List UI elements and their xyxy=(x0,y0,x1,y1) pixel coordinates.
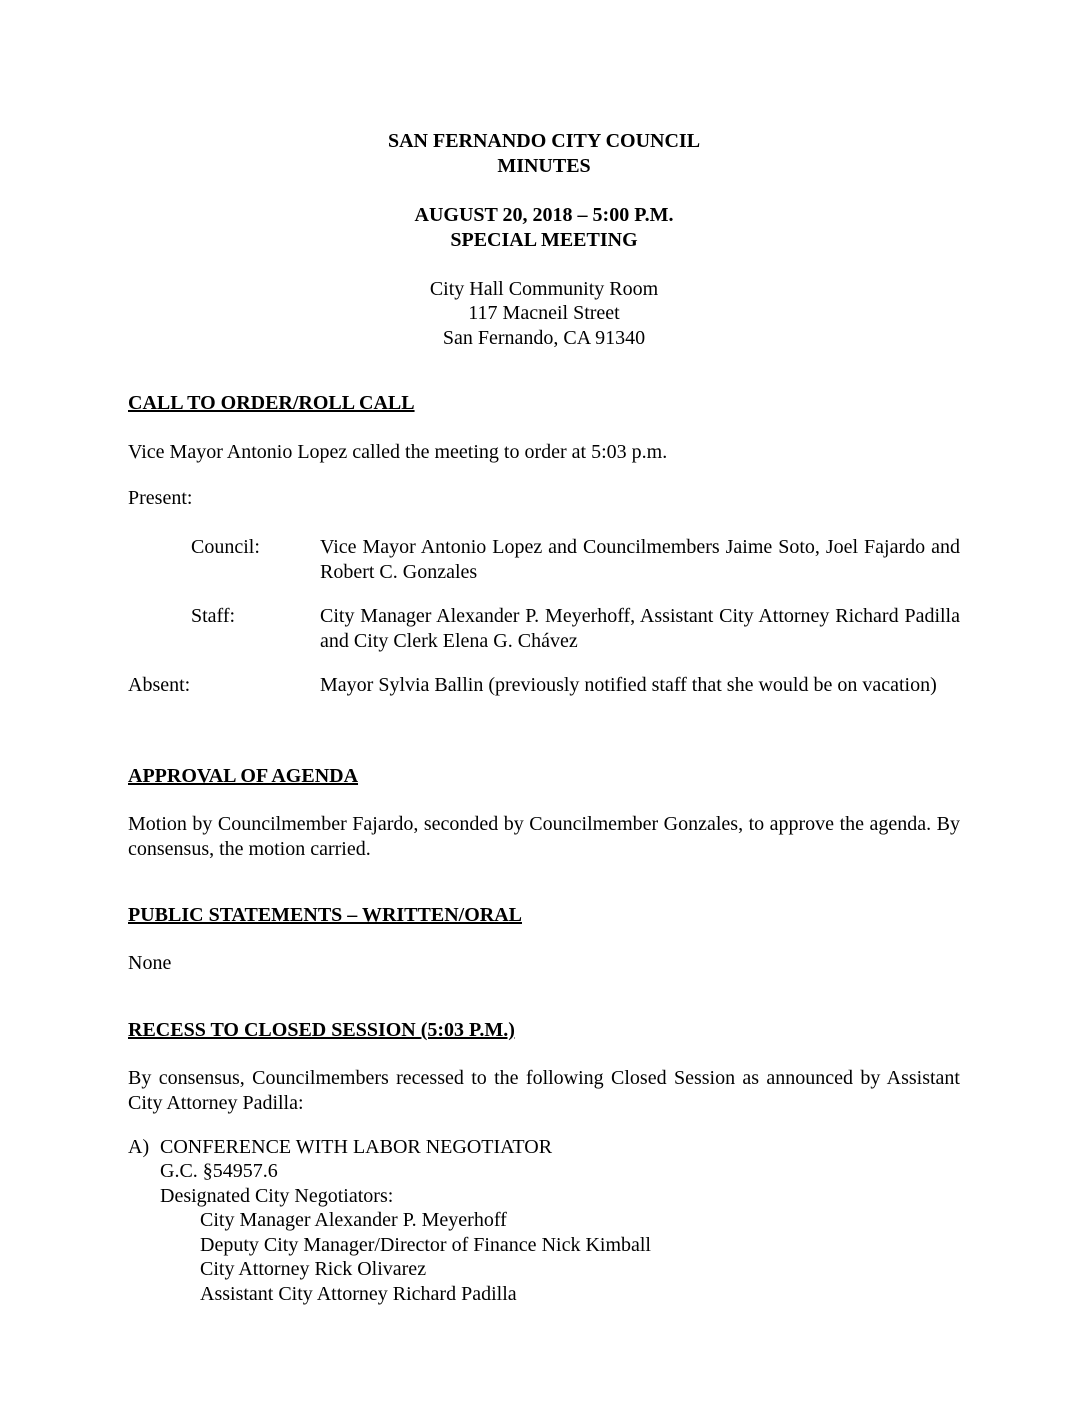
council-members: Vice Mayor Antonio Lopez and Councilmembers Jaime Soto, Joel Fajardo and Robert C. Gonzales xyxy=(320,536,960,583)
absent-label: Absent: xyxy=(128,674,191,696)
heading-recess: RECESS TO CLOSED SESSION (5:03 P.M.) xyxy=(128,1019,515,1041)
venue-line-3: San Fernando, CA 91340 xyxy=(442,327,646,349)
negotiator-item: Assistant City Attorney Richard Padilla xyxy=(200,1283,517,1305)
negotiator-item: City Attorney Rick Olivarez xyxy=(200,1258,427,1280)
document-title: SAN FERNANDO CITY COUNCIL xyxy=(387,130,701,152)
staff-members: City Manager Alexander P. Meyerhoff, Assistant City Attorney Richard Padilla and City Clerk Elena G. Chávez xyxy=(320,605,960,652)
absent-members: Mayor Sylvia Ballin (previously notified staff that she would be on vacation) xyxy=(320,674,937,696)
document-subtitle: MINUTES xyxy=(497,155,591,177)
venue-line-1: City Hall Community Room xyxy=(429,278,659,300)
item-label: A) xyxy=(128,1136,150,1158)
recess-text: By consensus, Councilmembers recessed to the following Closed Session as announced by Assistant City Attorney Padilla: xyxy=(128,1067,960,1114)
heading-public-statements: PUBLIC STATEMENTS – WRITTEN/ORAL xyxy=(128,904,522,926)
negotiator-item: Deputy City Manager/Director of Finance Nick Kimball xyxy=(200,1234,651,1256)
heading-call-to-order: CALL TO ORDER/ROLL CALL xyxy=(128,392,415,414)
staff-label: Staff: xyxy=(191,605,236,627)
present-label: Present: xyxy=(128,487,193,509)
venue-line-2: 117 Macneil Street xyxy=(468,302,620,324)
heading-approval-of-agenda: APPROVAL OF AGENDA xyxy=(128,765,359,787)
public-statements-text: None xyxy=(128,952,172,974)
item-title: CONFERENCE WITH LABOR NEGOTIATOR xyxy=(160,1136,553,1158)
negotiator-item: City Manager Alexander P. Meyerhoff xyxy=(200,1209,507,1231)
meeting-date: AUGUST 20, 2018 – 5:00 P.M. xyxy=(414,204,674,226)
negotiators-label: Designated City Negotiators: xyxy=(160,1185,394,1207)
approval-text: Motion by Councilmember Fajardo, seconded by Councilmember Gonzales, to approve the agenda. By consensus, the motion carried. xyxy=(128,813,960,860)
meeting-type: SPECIAL MEETING xyxy=(450,229,638,251)
call-to-order-text: Vice Mayor Antonio Lopez called the meeting to order at 5:03 p.m. xyxy=(128,441,668,463)
council-label: Council: xyxy=(191,536,260,558)
item-code: G.C. §54957.6 xyxy=(160,1160,278,1182)
